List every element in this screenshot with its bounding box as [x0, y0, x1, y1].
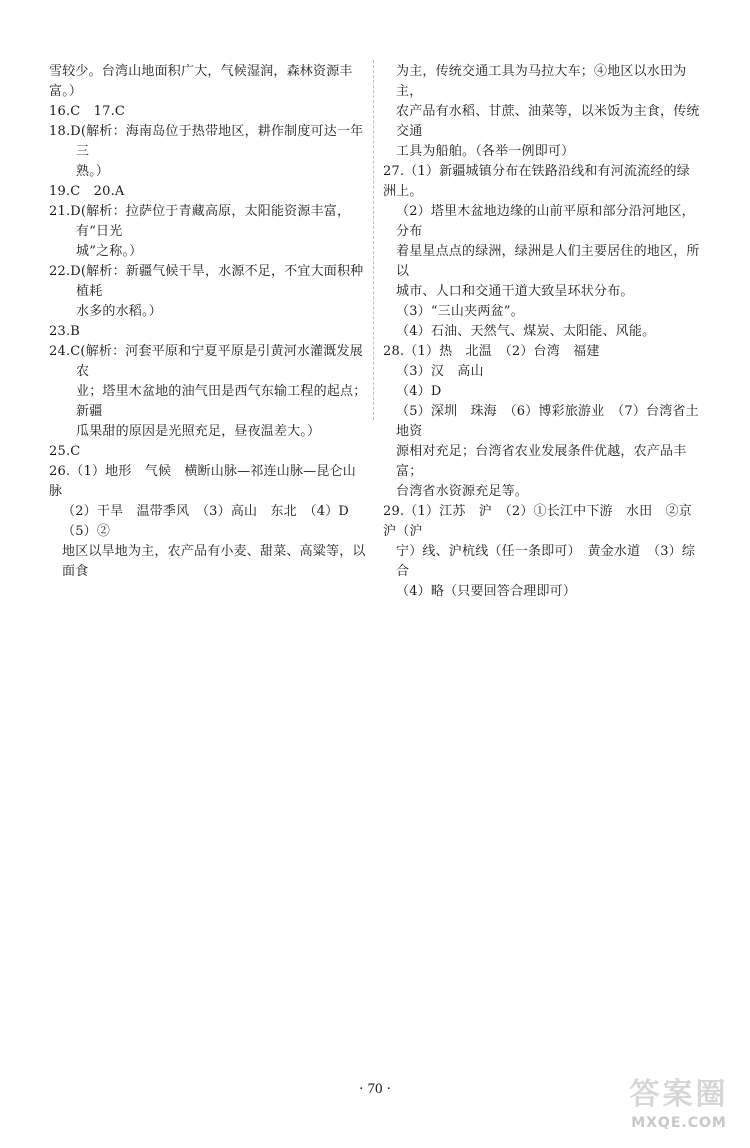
answer-line: 瓜果甜的原因是光照充足，昼夜温差大。）	[76, 424, 321, 439]
continued-answer-26	[383, 62, 703, 162]
answer-line: 28.（1）热 北温 （2）台湾 福建	[383, 344, 600, 359]
answer-line: （2）塔里木盆地边缘的山前平原和部分沿河地区，分布	[396, 204, 695, 239]
watermark	[614, 1076, 744, 1142]
answer-line: 18.D(解析：海南岛位于热带地区，耕作制度可达一年三	[49, 124, 364, 159]
answer-line: 21.D(解析：拉萨位于青藏高原，太阳能资源丰富，有“日光	[49, 204, 351, 239]
column-divider	[373, 60, 374, 420]
answer-line: 26.（1）地形 气候 横断山脉—祁连山脉—昆仑山脉	[49, 464, 356, 499]
answer-line: 地区以旱地为主，农产品有小麦、甜菜、高粱等，以面食	[62, 544, 366, 579]
watermark-site: MXQE.COM	[631, 1115, 727, 1131]
answer-line: （4）D	[396, 384, 442, 399]
answer-line: 富。）	[49, 84, 83, 99]
answer-21	[49, 202, 367, 262]
answer-column-left	[49, 62, 367, 582]
answer-16-17: 16.C 17.C	[49, 104, 126, 119]
answer-18	[49, 122, 367, 182]
answer-22	[49, 262, 367, 322]
answer-line: 29.（1）江苏 沪 （2）①长江中下游 水田 ②京沪（沪	[383, 504, 692, 539]
answer-line: 宁）线、沪杭线（任一条即可） 黄金水道 （3）综合	[396, 544, 696, 579]
answer-line: 为主，传统交通工具为马拉大车；④地区以水田为主，	[396, 64, 687, 99]
answer-26	[49, 462, 367, 582]
answer-23: 23.B	[49, 324, 81, 339]
answer-line: 22.D(解析：新疆气候干旱，水源不足，不宜大面积种植耗	[49, 264, 364, 299]
answer-line: （3）“三山夹两盆”。	[396, 304, 524, 319]
answer-line: 台湾省水资源充足等。	[396, 484, 529, 499]
answer-line: 着星星点点的绿洲，绿洲是人们主要居住的地区，所以	[396, 244, 700, 279]
answer-line: 水多的水稻。）	[76, 304, 162, 319]
answer-line: （2）干旱 温带季风 （3）高山 东北 （4）D （5）②	[62, 504, 363, 539]
answer-line: 源相对充足；台湾省农业发展条件优越，农产品丰富；	[396, 444, 687, 479]
answer-25: 25.C	[49, 444, 81, 459]
answer-line: （3）汉 高山	[396, 364, 484, 379]
answer-27	[383, 162, 703, 342]
continued-answer-15	[49, 62, 367, 102]
answer-29	[383, 502, 703, 602]
watermark-logo: 答案圈	[629, 1077, 729, 1112]
answer-line: 城市、人口和交通干道大致呈环状分布。	[396, 284, 634, 299]
answer-28	[383, 342, 703, 502]
answer-line: 业；塔里木盆地的油气田是西气东输工程的起点；新疆	[76, 384, 367, 419]
answer-19-20: 19.C 20.A	[49, 184, 125, 199]
answer-line: 农产品有水稻、甘蔗、油菜等，以米饭为主食，传统交通	[396, 104, 700, 139]
answer-line: 雪较少。台湾山地面积广大，气候湿润，森林资源丰	[49, 64, 353, 79]
answer-line: （4）略（只要回答合理即可）	[396, 584, 577, 599]
answer-line: （4）石油、天然气、煤炭、太阳能、风能。	[396, 324, 656, 339]
page-number: · 70 ·	[358, 1081, 392, 1097]
answer-line: 工具为船舶。（各举一例即可）	[396, 144, 575, 159]
answer-line: （5）深圳 珠海 （6）博彩旅游业 （7）台湾省土地资	[396, 404, 699, 439]
answer-line: 城”之称。）	[76, 244, 143, 259]
answer-line: 27.（1）新疆城镇分布在铁路沿线和有河流流经的绿洲上。	[383, 164, 690, 199]
answer-24	[49, 342, 367, 442]
answer-column-right	[383, 62, 703, 602]
answer-line: 24.C(解析：河套平原和宁夏平原是引黄河水灌溉发展农	[49, 344, 363, 379]
answer-line: 熟。）	[76, 164, 110, 179]
